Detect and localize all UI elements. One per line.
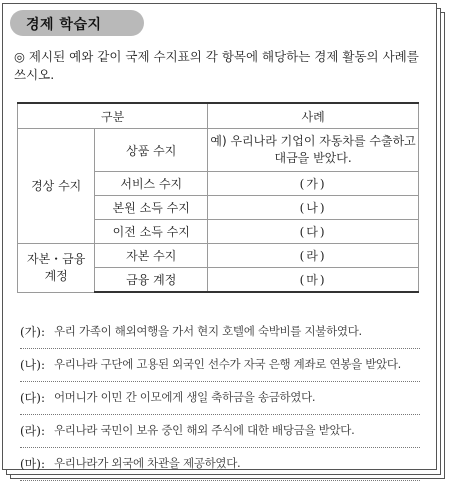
- answer-label: (가):: [20, 325, 45, 339]
- header-example: 사례: [208, 103, 419, 129]
- answer-text: 우리나라 국민이 보유 중인 해외 주식에 대한 배당금을 받았다.: [54, 423, 355, 437]
- answer-line: [20, 415, 420, 448]
- item-financial: 금융 계정: [95, 268, 208, 293]
- group-capital-line1: 자본・금융: [26, 251, 86, 266]
- instruction: [14, 48, 424, 84]
- answer-line: [20, 349, 420, 382]
- answer-list: [20, 316, 420, 481]
- example-goods: 예) 우리나라 기업이 자동차를 수출하고 대금을 받았다.: [208, 129, 419, 172]
- item-capital: 자본 수지: [95, 244, 208, 268]
- example-capital: (라): [208, 244, 419, 268]
- answer-text: 어머니가 이민 간 이모에게 생일 축하금을 송금하였다.: [54, 390, 316, 404]
- header-category: 구분: [18, 103, 208, 129]
- group-current-account: 경상 수지: [18, 129, 95, 244]
- answer-text: 우리나라 구단에 고용된 외국인 선수가 자국 은행 계좌로 연봉을 받았다.: [54, 357, 402, 371]
- example-secondary-income: (다): [208, 220, 419, 244]
- instruction-text: 제시된 예와 같이 국제 수지표의 각 항목에 해당하는 경제 활동의 사례를 쓰시오.: [14, 49, 419, 82]
- example-services: (가): [208, 172, 419, 196]
- answer-label: (다):: [20, 391, 45, 405]
- item-services: 서비스 수지: [95, 172, 208, 196]
- answer-text: 우리나라가 외국에 차관을 제공하였다.: [54, 456, 241, 470]
- answer-line: [20, 382, 420, 415]
- example-financial: (마): [208, 268, 419, 293]
- answer-label: (라):: [20, 424, 45, 438]
- answer-text: 우리 가족이 해외여행을 가서 현지 호텔에 숙박비를 지불하였다.: [54, 324, 362, 338]
- answer-label: (나):: [20, 358, 45, 372]
- worksheet-title: 경제 학습지: [26, 17, 102, 33]
- item-goods: 상품 수지: [95, 129, 208, 172]
- item-secondary-income: 이전 소득 수지: [95, 220, 208, 244]
- item-primary-income: 본원 소득 수지: [95, 196, 208, 220]
- balance-of-payments-table: [17, 102, 419, 293]
- double-circle-icon: ◎: [14, 49, 25, 64]
- group-capital-financial: [18, 244, 95, 293]
- answer-label: (마):: [20, 457, 45, 471]
- group-capital-line2: 계정: [44, 268, 68, 283]
- example-primary-income: (나): [208, 196, 419, 220]
- answer-line: [20, 448, 420, 481]
- answer-line: [20, 316, 420, 349]
